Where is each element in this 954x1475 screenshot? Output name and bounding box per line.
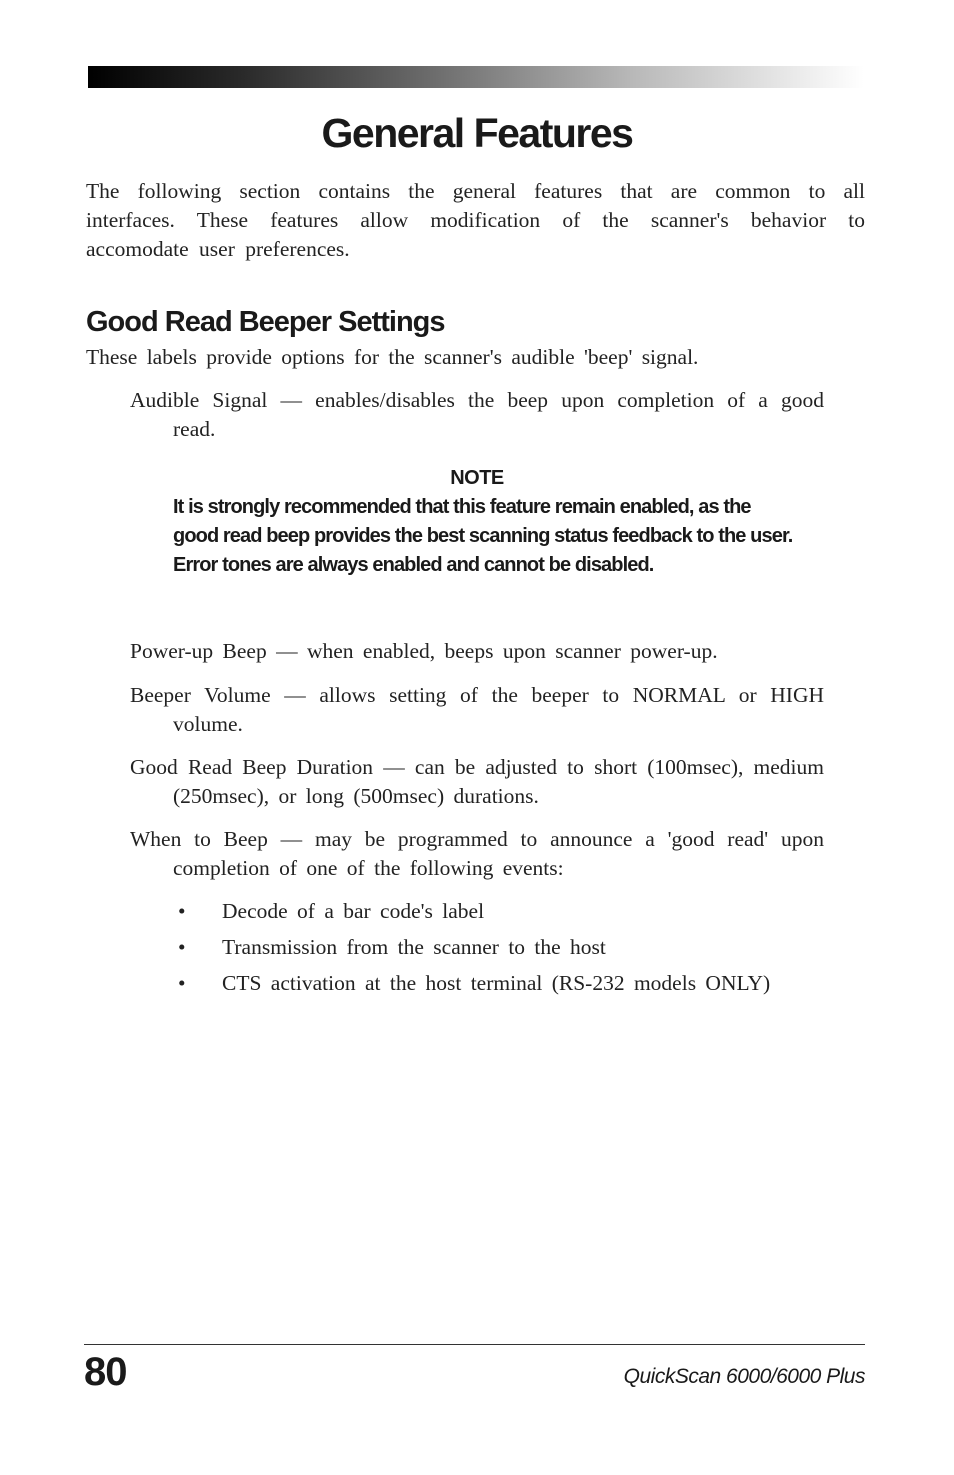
event-list: [130, 897, 830, 1005]
list-item: [130, 933, 830, 969]
bullet-icon: •: [178, 971, 186, 995]
section-lead: These labels provide options for the scanner's audible 'beep' signal.: [86, 345, 699, 369]
page-number: 80: [84, 1350, 127, 1394]
section-heading: Good Read Beeper Settings: [86, 306, 445, 338]
bullet-icon: •: [178, 899, 186, 923]
footer-rule: [84, 1344, 865, 1345]
bullet-icon: •: [178, 935, 186, 959]
page-title: General Features: [321, 110, 633, 156]
beep-duration-item: Good Read Beep Duration — can be adjusted to short (100msec), medium (250msec), or long (500msec) durations.: [130, 755, 824, 808]
event-text: Decode of a bar code's label: [222, 899, 485, 923]
note-heading: NOTE: [450, 467, 504, 489]
power-up-beep-item: Power-up Beep — when enabled, beeps upon scanner power-up.: [130, 639, 718, 663]
list-item: [130, 897, 830, 933]
when-to-beep-item: When to Beep — may be programmed to announce a 'good read' upon completion of one of the following events:: [130, 827, 824, 880]
product-name: QuickScan 6000/6000 Plus: [623, 1365, 865, 1388]
event-text: Transmission from the scanner to the host: [222, 935, 606, 959]
list-item: [130, 969, 830, 1005]
note-body: It is strongly recommended that this feature remain enabled, as the good read beep provides the best scanning status feedback to the user. Error tones are always enabled and cannot be disabled.: [173, 496, 793, 576]
intro-paragraph: The following section contains the general features that are common to all interfaces. These features allow modification of the scanner's behavior to accomodate user preferences.: [86, 179, 865, 261]
beeper-volume-item: Beeper Volume — allows setting of the beeper to NORMAL or HIGH volume.: [130, 683, 824, 736]
audible-signal-item: Audible Signal — enables/disables the beep upon completion of a good read.: [130, 388, 824, 441]
event-text: CTS activation at the host terminal (RS-232 models ONLY): [222, 971, 771, 995]
header-gradient-bar: [88, 66, 864, 88]
